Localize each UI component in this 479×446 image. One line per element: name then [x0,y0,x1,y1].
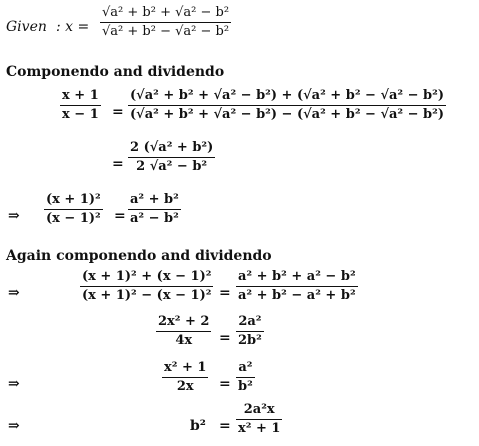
step3-arrow: ⇒ [8,208,20,224]
given-label: Given [6,19,47,35]
heading-again-componendo: Again componendo and dividendo [6,248,272,264]
step7-lhs: b² [190,418,206,434]
step5-rhs-den: 2b² [238,333,262,348]
given-numerator: √a² + b² + √a² − b² [102,5,230,20]
step1-lhs-num: x + 1 [62,88,99,103]
step6-lhs [162,360,208,395]
step5-eq: = [219,330,231,346]
given-denominator: √a² + b² − √a² − b² [102,24,230,39]
step3-eq: = [114,208,126,224]
heading-componendo: Componendo and dividendo [6,64,225,80]
step6-rhs [236,360,255,395]
given-fraction [100,5,231,40]
step1-rhs [128,88,446,123]
step7-rhs-den: x² + 1 [238,421,281,436]
step4-rhs-den: a² + b² − a² + b² [238,288,356,303]
step4-rhs-num: a² + b² + a² − b² [238,269,356,284]
step3-rhs [128,192,181,227]
step2-num: 2 (√a² + b²) [130,140,214,155]
step7-arrow: ⇒ [8,418,20,434]
step6-arrow: ⇒ [8,376,20,392]
step1-lhs [60,88,101,123]
step6-rhs-den: b² [238,379,253,394]
given-lhs: : x = [56,19,90,35]
step5-rhs-num: 2a² [238,314,262,329]
step1-eq: = [112,104,124,120]
step5-lhs-den: 4x [175,333,193,348]
step7-eq: = [219,418,231,434]
step1-lhs-den: x − 1 [62,107,99,122]
step3-lhs [44,192,103,227]
step7-rhs-num: 2a²x [243,402,275,417]
step5-rhs [236,314,264,349]
step4-lhs [80,269,213,304]
step1-rhs-num: (√a² + b² + √a² − b²) + (√a² + b² − √a² − b²) [130,88,444,103]
step6-lhs-num: x² + 1 [164,360,207,375]
step3-lhs-den: (x − 1)² [46,211,101,226]
step5-lhs-num: 2x² + 2 [158,314,210,329]
step7-rhs [236,402,282,437]
step4-rhs [236,269,358,304]
step4-lhs-num: (x + 1)² + (x − 1)² [82,269,212,284]
step2-fraction [128,140,215,175]
step6-lhs-den: 2x [176,379,194,394]
step5-lhs [156,314,211,349]
step1-rhs-den: (√a² + b² + √a² − b²) − (√a² + b² − √a² − b²) [130,107,444,122]
step3-lhs-num: (x + 1)² [46,192,101,207]
step2-den: 2 √a² − b² [136,159,208,174]
step4-lhs-den: (x + 1)² − (x − 1)² [82,288,212,303]
step3-rhs-den: a² − b² [130,211,179,226]
step6-rhs-num: a² [238,360,253,375]
step6-eq: = [219,376,231,392]
step4-arrow: ⇒ [8,285,20,301]
step3-rhs-num: a² + b² [130,192,179,207]
step2-eq: = [112,156,124,172]
step4-eq: = [219,285,231,301]
